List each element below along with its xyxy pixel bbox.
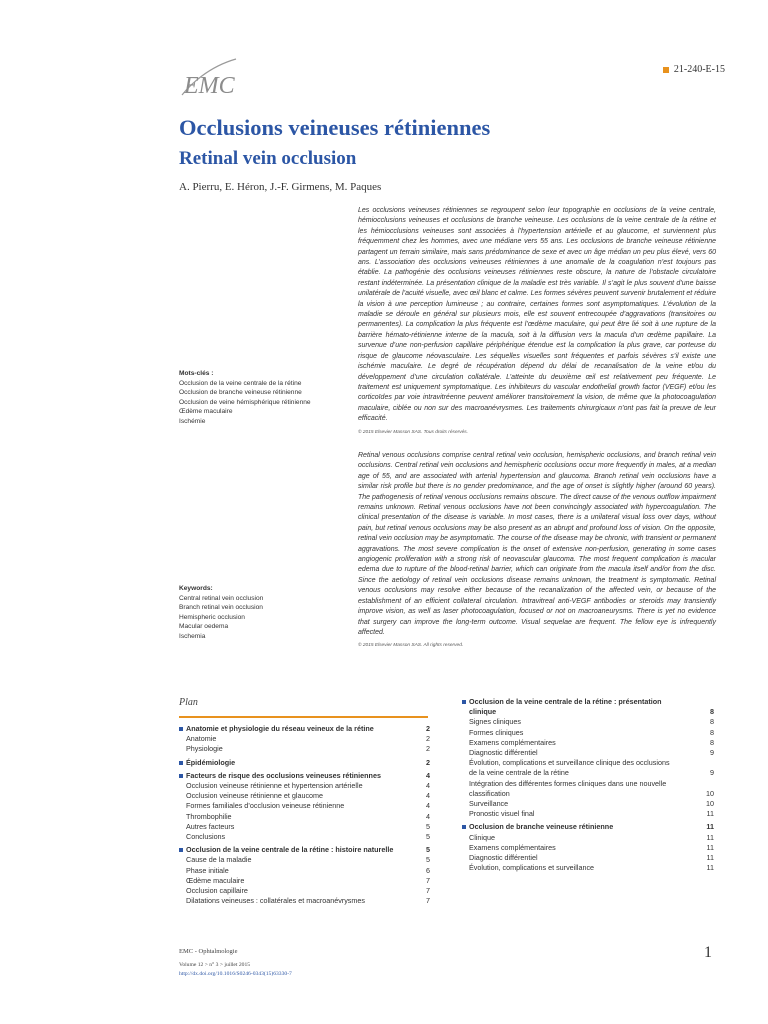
abstract-fr-text: Les occlusions veineuses rétiniennes se regroupent selon leur topographie en occlusions de la veine centrale, hémiocclusions veineuses et occlusions de branche veineuse. Les occlusions de la veine centrale de la rétine et les hémiocclusions veineuses sont associées à l’hypertension artérielle et au glaucome, et surviennent plus fréquemment chez les hommes, avec une médiane vers 55 ans. Les occlusions de branche veineuse rétinienne partagent un terrain similaire, mais sans prédominance de sexe et avec un âge médian un peu plus élevé, vers 60 ans. L’association des occlusions veineuses rétiniennes à une anomalie de la coagulation n’est toujours pas établie. La pathogénie des occlusions veineuses rétiniennes reste obscure, la nature de l’obstacle circulatoire restant indéterminée. La présentation clinique de la maladie est très variable. Il s’agit le plus souvent d’une baisse unilatérale de l’acuité visuelle, avec œil blanc et calme. Les formes sévères peuvent survenir brutalement et réduire la vision à une perception lumineuse ; au contraire, certaines formes sont asymptomatiques. L’évolution de la maladie se déroule en général sur plusieurs mois, elle est souvent entrecoupée d’aggravations (transitoires ou permanentes). La complication la plus fréquente est l’œdème maculaire, qui peut être lié soit à une rupture de la barrière hémato-rétinienne interne de la macula, soit à la diffusion vers la macula d’un œdème papillaire. La survenue d’une non-perfusion capillaire périphérique étendue est la complication la plus grave, car porteuse du risque de glaucome néovasculaire. Les séquelles visuelles sont fréquentes et parfois sévères s’il existe une ischémie maculaire. Le degré de récupération dépend du délai de recanalisation de la veine et/ou du développement d’une circulation collatérale. L’atteinte du deuxième œil est relativement peu fréquente. Le traitement est uniquement symptomatique. Les inhibiteurs du vascular endothelial growth factor (VEGF) et/ou les corticoïdes par voie intravitréenne peuvent améliorer transitoirement la vision, de même que la photocoagulation maculaire, ciblée ou non sur des macroanévrysmes. Les traitements chirurgicaux n’ont pas fait la preuve de leur efficacité. [358, 207, 716, 423]
keyword-item: Œdème maculaire [179, 408, 233, 416]
copyright-en: © 2015 Elsevier Masson SAS. All rights reserved. [358, 643, 464, 649]
keyword-item: Hemispheric occlusion [179, 613, 245, 621]
plan-subsection[interactable] [462, 863, 714, 873]
plan-entry-label: Dilatations veineuses : collatérales et macroanévrysmes [186, 896, 365, 906]
plan-entry-page: 5 [426, 845, 430, 855]
plan-subsection[interactable] [462, 779, 714, 789]
plan-entry-label: Occlusion de branche veineuse rétinienne [462, 822, 702, 832]
plan-entry-label: Examens complémentaires [469, 737, 556, 747]
plan-right-column [462, 697, 714, 874]
reference-code: 21-240-E-15 [673, 64, 725, 75]
plan-entry-label: Évolution, complications et surveillance [469, 863, 595, 873]
plan-subsection[interactable] [179, 876, 430, 886]
plan-entry-label: Surveillance [469, 799, 509, 809]
keyword-item: Ischémie [179, 417, 206, 425]
plan-entry-label: Conclusions [186, 832, 226, 842]
authors: A. Pierru, E. Héron, J.-F. Girmens, M. Paques [179, 181, 382, 193]
plan-entry-label: Pronostic visuel final [469, 809, 535, 819]
keyword-item: Branch retinal vein occlusion [179, 604, 263, 612]
plan-entry-page: 2 [426, 744, 430, 754]
plan-entry-label: Épidémiologie [179, 758, 418, 768]
plan-entry-page: 5 [426, 855, 430, 865]
plan-entry-label: Évolution, complications et surveillance clinique des occlusions [469, 758, 670, 768]
plan-entry-label: Physiologie [186, 744, 223, 754]
plan-section-heading[interactable] [179, 771, 430, 781]
plan-entry-label: Intégration des différentes formes cliniques dans une nouvelle [469, 778, 667, 788]
keyword-item: Occlusion de veine hémisphérique rétinienne [179, 398, 311, 406]
plan-entry-label: clinique [469, 707, 497, 717]
plan-section-heading-continued[interactable] [462, 707, 714, 717]
plan-subsection[interactable] [462, 758, 714, 768]
plan-entry-label: Clinique [469, 832, 495, 842]
plan-entry-label: Examens complémentaires [469, 842, 556, 852]
doi-link[interactable]: http://dx.doi.org/10.1016/S0246-0343(15)63330-7 [179, 971, 292, 977]
keyword-item: Ischemia [179, 632, 206, 640]
plan-entry-label: Anatomie et physiologie du réseau veineux de la rétine [179, 724, 418, 734]
plan-entry-label: Anatomie [186, 734, 217, 744]
page-number: 1 [704, 944, 712, 961]
plan-left-column [179, 724, 430, 907]
plan-subsection[interactable] [462, 833, 714, 843]
plan-entry-page: 4 [426, 770, 430, 780]
plan-entry-page: 7 [426, 886, 430, 896]
plan-subsection[interactable] [179, 781, 430, 791]
plan-section [179, 845, 430, 906]
plan-subsection-continued[interactable] [462, 789, 714, 799]
abstract-en-text: Retinal venous occlusions comprise central retinal vein occlusion, hemispheric occlusions, and branch retinal vein occlusions. Central retinal vein occlusions and hemispheric occlusions occur more frequently in males, at a median age of 55, and are associated with arterial hypertension and glaucoma. Branch retinal vein occlusions have a similar risk profile but there is no gender predominance, and the age of onset is slightly higher (around 60 years). The pathogenesis of retinal venous occlusions remains obscure. The direct cause of the venous outflow impairment remains unknown. Retinal venous occlusions have not been convincingly associated with hypercoagulation. The clinical presentation of the disease is variable. In most cases, there is a unilateral visual loss over days, without pain, but retinal venous occlusions may be also present as an abrupt and profound loss of vision. On the opposite, retinal vein occlusion may be asymptomatic. The course of the disease may be chronic, with transient or permanent aggravations. The most severe complication is the onset of extensive non-perfusion, generating in some cases angiogenic proliferation with a strong risk of neovascular glaucoma. The most frequent complication is macular edema due to rupture of the blood-retinal barrier, which can originate from the macula itself and/or from the disc. Since the aetiology of retinal vein occlusions disease remains unknown, the treatment is symptomatic. Retinal venous occlusions may resolve either because of the recanalization of the affected vein, or because of the establishment of an efficient collateral circulation. Intravitreal anti-VEGF antibodies or steroids may transiently improve vision, as well as laser photocoagulation, focused or not on macroaneurysms. There is yet no evidence that surgery can improve the long-term outcome. Visual sequelae are frequent. The fellow eye is infrequently affected. [358, 452, 716, 636]
plan-entry-page: 8 [710, 727, 714, 737]
plan-section-heading[interactable] [179, 845, 430, 855]
plan-entry-label: Œdème maculaire [186, 875, 245, 885]
plan-subsection[interactable] [462, 809, 714, 819]
keywords-en [179, 584, 349, 642]
plan-section-heading[interactable] [179, 724, 430, 734]
plan-entry-page: 2 [426, 757, 430, 767]
plan-entry-label: Cause de la maladie [186, 855, 252, 865]
plan-entry-page: 5 [426, 832, 430, 842]
plan-subsection[interactable] [179, 812, 430, 822]
plan-entry-page: 6 [426, 865, 430, 875]
plan-subsection[interactable] [179, 855, 430, 865]
plan-entry-label: Occlusion capillaire [186, 886, 248, 896]
keyword-item: Central retinal vein occlusion [179, 594, 264, 602]
plan-entry-page: 8 [710, 707, 714, 717]
plan-entry-label: de la veine centrale de la rétine [469, 768, 569, 778]
plan-entry-label: Phase initiale [186, 865, 229, 875]
plan-entry-label: Diagnostic différentiel [469, 748, 538, 758]
keyword-item: Occlusion de branche veineuse rétinienne [179, 389, 302, 397]
plan-section-heading[interactable] [462, 697, 714, 707]
plan-entry-label: Occlusion de la veine centrale de la rétine : histoire naturelle [179, 845, 418, 855]
keywords-en-heading: Keywords: [179, 585, 213, 592]
journal-name: EMC - Ophtalmologie [179, 948, 238, 955]
plan-entry-label: Formes cliniques [469, 727, 524, 737]
plan-entry-label: Autres facteurs [186, 821, 235, 831]
article-title-fr: Occlusions veineuses rétiniennes [179, 115, 491, 140]
plan-entry-page: 11 [706, 809, 714, 819]
plan-subsection[interactable] [462, 843, 714, 853]
abstract-fr [358, 206, 716, 436]
plan-subsection[interactable] [462, 728, 714, 738]
plan-entry-page: 11 [706, 842, 714, 852]
logo-text: EMC [184, 73, 235, 99]
plan-entry-page: 2 [426, 734, 430, 744]
plan-section [462, 822, 714, 873]
plan-subsection[interactable] [179, 744, 430, 754]
plan-section-heading[interactable] [462, 822, 714, 832]
plan-subsection[interactable] [462, 799, 714, 809]
article-reference [663, 64, 725, 75]
plan-subsection[interactable] [179, 896, 430, 906]
plan-entry-page: 4 [426, 811, 430, 821]
plan-entry-page: 8 [710, 717, 714, 727]
plan-subsection[interactable] [179, 822, 430, 832]
plan-subsection[interactable] [462, 748, 714, 758]
plan-entry-label: Occlusion veineuse rétinienne et glaucome [186, 791, 324, 801]
reference-marker-icon [663, 67, 669, 73]
plan-entry-page: 9 [710, 768, 714, 778]
plan-subsection[interactable] [179, 866, 430, 876]
plan-entry-page: 4 [426, 801, 430, 811]
plan-entry-page: 11 [706, 853, 714, 863]
plan-section [179, 724, 430, 755]
plan-entry-page: 11 [706, 863, 714, 873]
plan-divider [179, 716, 428, 718]
keywords-fr [179, 369, 349, 427]
plan-entry-page: 8 [710, 737, 714, 747]
plan-subsection[interactable] [179, 801, 430, 811]
plan-entry-label: Signes cliniques [469, 717, 521, 727]
plan-entry-label: Occlusion de la veine centrale de la rétine : présentation [462, 697, 702, 707]
abstract-en [358, 451, 716, 649]
copyright-fr: © 2015 Elsevier Masson SAS. Tous droits réservés. [358, 429, 469, 435]
plan-subsection[interactable] [179, 734, 430, 744]
plan-entry-label: Thrombophilie [186, 811, 232, 821]
plan-entry-page: 7 [426, 896, 430, 906]
keyword-item: Macular oedema [179, 623, 229, 631]
plan-section [462, 697, 714, 819]
plan-entry-page: 7 [426, 875, 430, 885]
plan-entry-page: 10 [706, 799, 714, 809]
plan-entry-label: Formes familiales d’occlusion veineuse rétinienne [186, 801, 345, 811]
volume-info: Volume 12 > n° 3 > juillet 2015 [179, 961, 251, 968]
plan-subsection[interactable] [179, 832, 430, 842]
emc-logo [178, 55, 240, 103]
plan-entry-page: 2 [426, 724, 430, 733]
plan-entry-label: Facteurs de risque des occlusions veineuses rétiniennes [179, 771, 418, 781]
plan-entry-label: classification [469, 788, 510, 798]
article-title-en: Retinal vein occlusion [179, 148, 357, 169]
plan-entry-page: 4 [426, 791, 430, 801]
keyword-item: Occlusion de la veine centrale de la rétine [179, 379, 302, 387]
footer [179, 947, 292, 980]
plan-section [179, 771, 430, 842]
plan-entry-page: 5 [426, 821, 430, 831]
plan-entry-label: Occlusion veineuse rétinienne et hypertension artérielle [186, 781, 363, 791]
plan-entry-page: 11 [706, 832, 714, 842]
plan-subsection[interactable] [462, 717, 714, 727]
plan-subsection[interactable] [462, 738, 714, 748]
plan-subsection[interactable] [179, 791, 430, 801]
plan-entry-page: 9 [710, 748, 714, 758]
plan-entry-label: Diagnostic différentiel [469, 853, 538, 863]
plan-section-heading[interactable] [179, 758, 430, 768]
plan-subsection[interactable] [179, 886, 430, 896]
plan-subsection[interactable] [462, 853, 714, 863]
plan-entry-page: 10 [706, 788, 714, 798]
plan-entry-page: 11 [706, 822, 714, 832]
plan-title: Plan [179, 697, 198, 708]
plan-entry-page: 4 [426, 781, 430, 791]
plan-subsection-continued[interactable] [462, 768, 714, 778]
plan-section [179, 758, 430, 768]
keywords-fr-heading: Mots-clés : [179, 370, 214, 377]
